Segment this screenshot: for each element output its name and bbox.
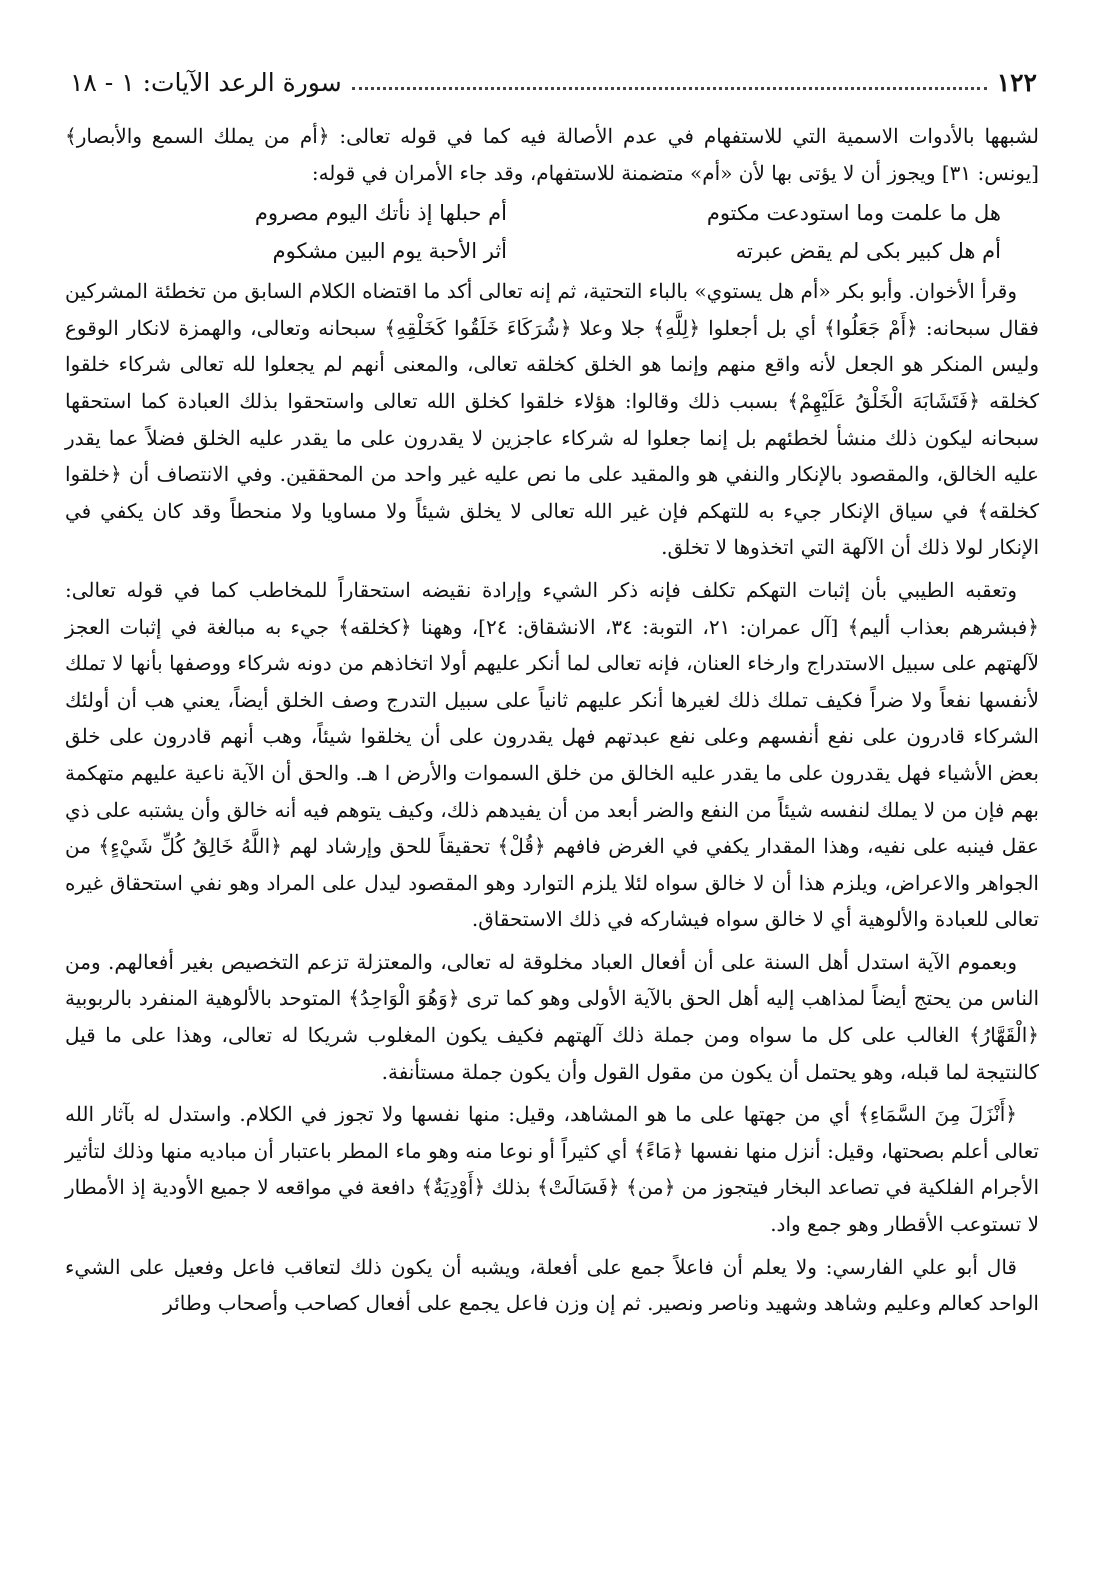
header-dotted-leader — [352, 86, 987, 90]
poem-block — [65, 191, 1039, 273]
poem-line-1-hemistich-1: هل ما علمت وما استودعت مكتوم — [706, 201, 1001, 226]
poem-line-2-hemistich-2: أثر الأحبة يوم البين مشكوم — [272, 239, 507, 264]
paragraph-4: وبعموم الآية استدل أهل السنة على أن أفعال العباد مخلوقة له تعالى، والمعتزلة تزعم التخصيص بغير أفعالهم. ومن الناس من يحتج أيضاً لمذاهب إليه أهل الحق بالآية الأولى وهو كما ترى ﴿وَهُوَ الْوَاحِدُ﴾ المتوحد بالألوهية المنفرد بالربوبية ﴿الْقَهَّارُ﴾ الغالب على كل ما سواه ومن جملة ذلك آلهتهم فكيف يكون المغلوب شريكا له تعالى، وهذا على ما قيل كالنتيجة لما قبله، وهو يحتمل أن يكون من مقول القول وأن يكون جملة مستأنفة. — [65, 949, 1039, 1084]
paragraph-3: وتعقبه الطيبي بأن إثبات التهكم تكلف فإنه ذكر الشيء وإرادة نقيضه استحقاراً للمخاطب كما في قوله تعالى: ﴿فبشرهم بعذاب أليم﴾ [آل عمران: ٢١، التوبة: ٣٤، الانشقاق: ٢٤]، وههنا ﴿كخلقه﴾ جيء به مبالغة في إثبات العجز لآلهتهم على سبيل الاستدراج وارخاء العنان، فإنه تعالى لما أنكر عليهم أولا اتخاذهم من دونه شركاء ووصفها بأنها لا تملك لأنفسها نفعاً ولا ضراً فكيف تملك ذلك لغيرها أنكر عليهم ثانياً على سبيل التدرج وصف الخلق أيضاً، يعني هب أن أولئك الشركاء قادرون على نفع أنفسهم وعلى نفع عبدتهم فهل يقدرون على أن يخلقوا شيئاً، وهب أنهم قادرون على خلق بعض الأشياء فهل يقدرون على ما يقدر عليه الخالق من خلق السموات والأرض ا هـ. والحق أن الآية ناعية عليهم متهكمة بهم فإن من لا يملك لنفسه شيئاً من النفع والضر أبعد من أن يفيدهم ذلك، وكيف يتوهم فيه أنه خالق وأن يشتبه على ذي عقل فينبه على نفيه، وهذا المقدار يكفي في الغرض فافهم ﴿قُلْ﴾ تحقيقاً للحق وإرشاد لهم ﴿اللَّهُ خَالِقُ كُلِّ شَيْءٍ﴾ من الجواهر والاعراض، ويلزم هذا أن لا خالق سواه لئلا يلزم التوارد وهو المقصود ليدل على المراد وهو نفي استحقاق غيره تعالى للعبادة والألوهية أي لا خالق سواه فيشاركه في ذلك الاستحقاق. — [65, 577, 1040, 932]
poem-line-2-hemistich-1: أم هل كبير بكى لم يقض عبرته — [735, 239, 1001, 264]
page-body — [65, 118, 1039, 1551]
page-number: ١٢٢ — [996, 68, 1037, 97]
header-title: سورة الرعد الآيات: ١ - ١٨ — [70, 68, 342, 97]
paragraph-6: قال أبو علي الفارسي: ولا يعلم أن فاعلاً جمع على أفعلة، ويشبه أن يكون ذلك لتعاقب فاعل وفعيل على الشيء الواحد كعالم وعليم وشاهد وشهيد وناصر ونصير. ثم إن وزن فاعل يجمع على أفعال كصاحب وأصحاب وطائر — [65, 1254, 1039, 1316]
running-header — [70, 58, 1037, 98]
paragraph-2: وقرأ الأخوان. وأبو بكر «أم هل يستوي» بالباء التحتية، ثم إنه تعالى أكد ما اقتضاه الكلام السابق من تخطئة المشركين فقال سبحانه: ﴿أَمْ جَعَلُوا﴾ أي بل أجعلوا ﴿لِلَّهِ﴾ جلا وعلا ﴿شُرَكَاءَ خَلَقُوا كَخَلْقِهِ﴾ سبحانه وتعالى، والهمزة لانكار الوقوع وليس المنكر هو الجعل لأنه واقع منهم وإنما هو الخلق كخلقه تعالى، والمعنى أنهم لم يجعلوا لله تعالى شركاء خلقوا كخلقه ﴿فَتَشَابَهَ الْخَلْقُ عَلَيْهِمْ﴾ بسبب ذلك وقالوا: هؤلاء خلقوا كخلق الله تعالى واستحقوا بذلك العبادة كما استحقها سبحانه ليكون ذلك منشأ لخطئهم بل إنما جعلوا له شركاء عاجزين لا يقدرون على ما يقدر عليه الخلق فضلاً عما يقدر عليه الخالق، والمقصود بالإنكار والنفي هو والمقيد على ما نص عليه غير واحد من المحققين. وفي الانتصاف أن ﴿خلقوا كخلقه﴾ في سياق الإنكار جيء به للتهكم فإن غير الله تعالى لا يخلق شيئاً ولا مساويا ولا منحطاً وقد كان يكفي في الإنكار لولا ذلك أن الآلهة التي اتخذوها لا تخلق. — [65, 279, 1039, 560]
paragraph-5: ﴿أَنْزَلَ مِنَ السَّمَاءِ﴾ أي من جهتها على ما هو المشاهد، وقيل: منها نفسها ولا تجوز في الكلام. واستدل له بآثار الله تعالى أعلم بصحتها، وقيل: أنزل منها نفسها ﴿مَاءً﴾ أي كثيراً أو نوعا منه وهو ماء المطر باعتبار أن مباديه منها وذلك لتأثير الأجرام الفلكية في تصاعد البخار فيتجوز من ﴿من﴾ ﴿فَسَالَتْ﴾ بذلك ﴿أَوْدِيَةٌ﴾ دافعة في مواقعه لا جميع الأودية إذ الأمطار لا تستوعب الأقطار وهو جمع واد. — [65, 1102, 1040, 1237]
poem-line-1-hemistich-2: أم حبلها إذ نأتك اليوم مصروم — [254, 201, 507, 226]
paragraph-1: لشبهها بالأدوات الاسمية التي للاستفهام في عدم الأصالة فيه كما في قوله تعالى: ﴿أم من يملك السمع والأبصار﴾ [يونس: ٣١] ويجوز أن لا يؤتى بها لأن «أم» متضمنة للاستفهام، وقد جاء الأمران في قوله: — [65, 124, 1039, 185]
